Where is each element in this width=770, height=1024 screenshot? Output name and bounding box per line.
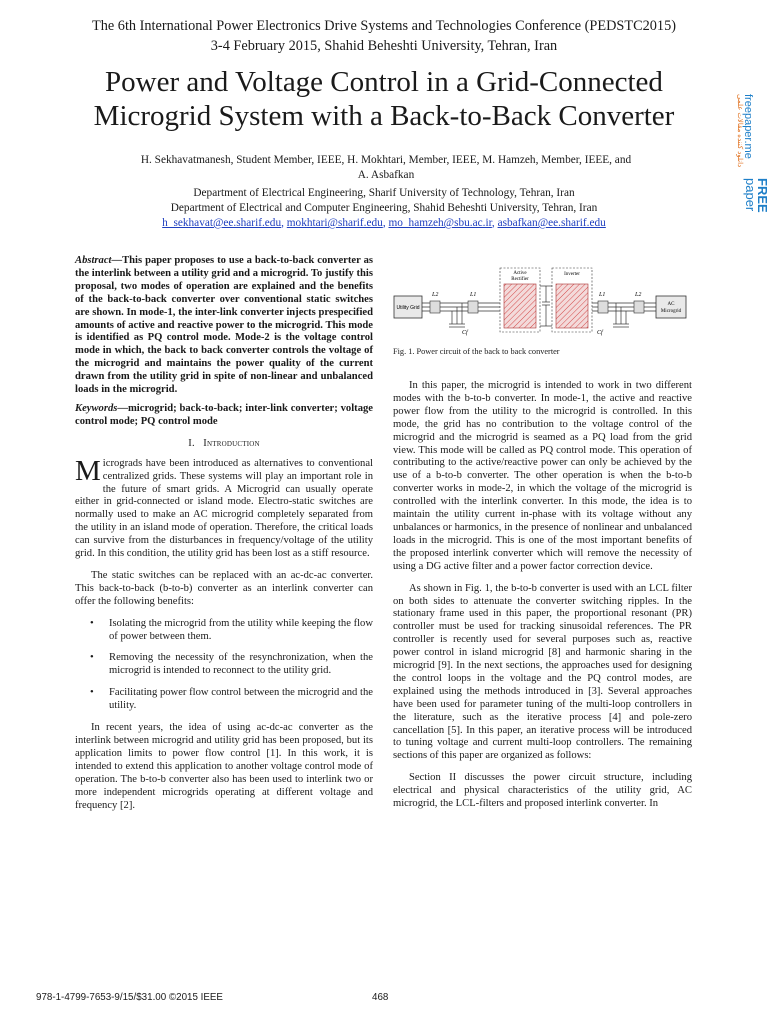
inductor-l2-right-label: L2	[635, 292, 642, 298]
abstract-label: Abstract	[75, 255, 112, 266]
right-paragraph-2: As shown in Fig. 1, the b-to-b converter is used with an LCL filter on both sides to attenuate the converter switching ripples. In the stationary frame used in this paper, the proportional resonant (PR) controller must be used for tracking sinusoidal references. The PR controller is recently used for several purposes such as, reactive power control in island microgrid [8] and harmonic sharing in the microgrid [9]. In the next sections, the approaches used for designing the control loops in the voltage and the PQ control modes, are explained using the methods introduced in [3]. Several approaches have been used for parameter tuning of the multi-loop controllers in the literature, such as the iterative process [4] and pole-zero cancellation [5]. In this paper, an iterative process will be introduced to tuning voltage and current multi-loop controllers. The remaining sections of this paper are organized as follows:	[393, 582, 692, 762]
figure-1	[392, 262, 692, 348]
isbn-footer: 978-1-4799-7653-9/15/$31.00 ©2015 IEEE	[36, 992, 223, 1003]
email-link[interactable]: mo_hamzeh@sbu.ac.ir	[388, 217, 492, 229]
keywords-label: Keywords	[75, 402, 118, 414]
inductor-l2-left-label: L2	[432, 292, 439, 298]
right-paragraph-3: Section II discusses the power circuit structure, including electrical and physical characteristics of the utility grid, AC microgrid, the LCL-filters and proposed interlink converter. In	[393, 772, 692, 810]
intro-paragraph-1-text: icrograds have been introduced as alternatives to conventional centralized grids. These systems will play an important role in the future of smart grids. A Microgrid can usually operate either in grid-connected or island mode. Electro-static switches are normally used to make an AC microgrid completely separated from the utility in an island mode of operation. Therefore, the critical loads can survive from the disturbances in frequency/voltage of the utility grid. In this condition, the utility grid has been lost as a stiff resource.	[75, 457, 373, 560]
right-column	[393, 380, 692, 820]
bullet-icon: •	[90, 617, 94, 629]
email-link[interactable]: h_sekhavat@ee.sharif.edu	[162, 217, 282, 229]
capacitor-cf-left-label: Cf	[462, 330, 468, 336]
ac-microgrid-label-2: Microgrid	[660, 309, 682, 314]
inverter-label: Inverter	[564, 272, 580, 277]
inductor-l1-left-label: L1	[470, 292, 477, 298]
right-paragraph-1: In this paper, the microgrid is intended to work in two different modes with the b-to-b converter. In mode-1, the active and reactive power flow from the utility to the microgrid is controlled. In this mode, the grid has no contribution to the voltage control of the microgrid and the microgrid is seamed as a PQ load from the grid view. This mode will be called as PQ control mode. This operation of contributing to the active/reactive power can only be achieved by the use of a b-to-b converter. The other operation is when the b-to-b converter works in mode-2, in which the voltage of the microgrid is controlled with the interlink converter. In this mode, the idea is to maintain the utility current in-phase with its voltage without any unbalances or harmonics, in the presence of nonlinear and unbalanced loads in the microgrid. This is one of the most important benefits of the proposed interlink converter which will remove the necessity of using a DG active filter and a power factor correction device.	[393, 380, 692, 572]
rectifier-switches	[504, 284, 536, 328]
utility-grid-label: Utility Grid	[396, 305, 420, 311]
bullet-icon: •	[90, 652, 94, 664]
keywords	[75, 403, 373, 429]
figure-caption: Fig. 1. Power circuit of the back to back converter	[393, 347, 560, 356]
power-circuit-diagram	[392, 262, 692, 348]
left-capacitors	[449, 303, 465, 327]
drop-cap: M	[75, 454, 101, 487]
paper-title-line-2: Microgrid System with a Back-to-Back Converter	[93, 100, 675, 132]
keywords-text: —microgrid; back-to-back; inter-link converter; voltage control mode; PQ control mode	[75, 402, 373, 427]
intro-paragraph-3: In recent years, the idea of using ac-dc-ac converter as the interlink between microgrid and utility grid has been proposed, but its application limits to power flow control [1]. In this work, it is intended to extend this application to another voltage control mode of operation. The b-to-b converter also has been used to interlink two or more independent microgrids operating at different voltage and frequency [2].	[75, 722, 373, 811]
active-rectifier-label-2: Rectifier	[511, 277, 529, 282]
watermark-arabic: دانلود کننده مقالات علمی	[736, 94, 743, 168]
email-link[interactable]: asbafkan@ee.sharif.edu	[497, 217, 606, 229]
author-emails: h_sekhavat@ee.sharif.edu, mokhtari@sharif.edu, mo_hamzeh@sbu.ac.ir, asbafkan@ee.sharif.edu	[162, 217, 606, 229]
affiliation-1: Department of Electrical Engineering, Sharif University of Technology, Tehran, Iran	[193, 187, 575, 199]
page-number: 468	[372, 992, 389, 1003]
watermark-site: freepaper.me	[742, 94, 754, 159]
dc-link	[540, 286, 552, 326]
authors-line-1: H. Sekhavatmanesh, Student Member, IEEE, H. Mokhtari, Member, IEEE, M. Hamzeh, Member, IEEE, and	[140, 154, 632, 166]
inductor-l1-right-label: L1	[599, 292, 606, 298]
affiliation-2: Department of Electrical and Computer Engineering, Shahid Beheshti University, Tehran, Iran	[170, 202, 598, 214]
intro-paragraph-1	[75, 454, 373, 561]
capacitor-cf-right-label: Cf	[597, 330, 603, 336]
ac-microgrid-label-1: AC	[667, 302, 675, 307]
conference-date-place: 3-4 February 2015, Shahid Beheshti University, Tehran, Iran	[210, 38, 558, 54]
abstract-text: —This paper proposes to use a back-to-back converter as the interlink between a utility grid and a microgrid. To justify this proposal, two modes of operation are explained and the benefits of the back-to-back converter over conventional static switches are shown. In mode-1, the inter-link converter injects prespecified amounts of active and reactive power to the microgrid. This mode is identified as PQ control mode. Mode-2 is the voltage control mode in which, the back to back converter controls the voltage of the microgrid and maintains the power quality of the current drawn from the utility grid in spite of non-linear and unbalanced loads in the microgrid.	[75, 255, 373, 396]
benefit-list	[75, 618, 373, 713]
list-item-text: Isolating the microgrid from the utility while keeping the flow of power between them.	[109, 617, 373, 642]
freepaper-watermark[interactable]	[734, 94, 768, 224]
watermark-free: FREE paper	[743, 178, 770, 213]
email-link[interactable]: mokhtari@sharif.edu	[286, 217, 383, 229]
list-item	[75, 687, 373, 713]
conference-name: The 6th International Power Electronics Drive Systems and Technologies Conference (PEDSTC2015)	[92, 18, 676, 34]
active-rectifier-label-1: Active	[513, 271, 527, 276]
right-capacitors	[613, 303, 629, 327]
paper-title-line-1: Power and Voltage Control in a Grid-Connected	[105, 66, 663, 98]
section-title: Introduction	[203, 437, 260, 449]
list-item	[75, 618, 373, 644]
authors-line-2: A. Asbafkan	[357, 169, 415, 181]
abstract	[75, 255, 373, 397]
left-column	[75, 255, 373, 821]
bullet-icon: •	[90, 687, 94, 699]
list-item	[75, 652, 373, 678]
ac-microgrid-box	[656, 296, 686, 318]
list-item-text: Facilitating power flow control between the microgrid and the utility.	[109, 687, 373, 712]
section-number: I.	[188, 437, 195, 449]
watermark-paper: paper	[743, 178, 758, 212]
list-item-text: Removing the necessity of the resynchronization, when the microgrid is intended to reconnect to the utility grid.	[109, 652, 373, 677]
section-heading	[75, 438, 373, 451]
intro-paragraph-2: The static switches can be replaced with an ac-dc-ac converter. This back-to-back (b-to-b) converter as an interlink converter can offer the following benefits:	[75, 569, 373, 607]
inverter-switches	[556, 284, 588, 328]
